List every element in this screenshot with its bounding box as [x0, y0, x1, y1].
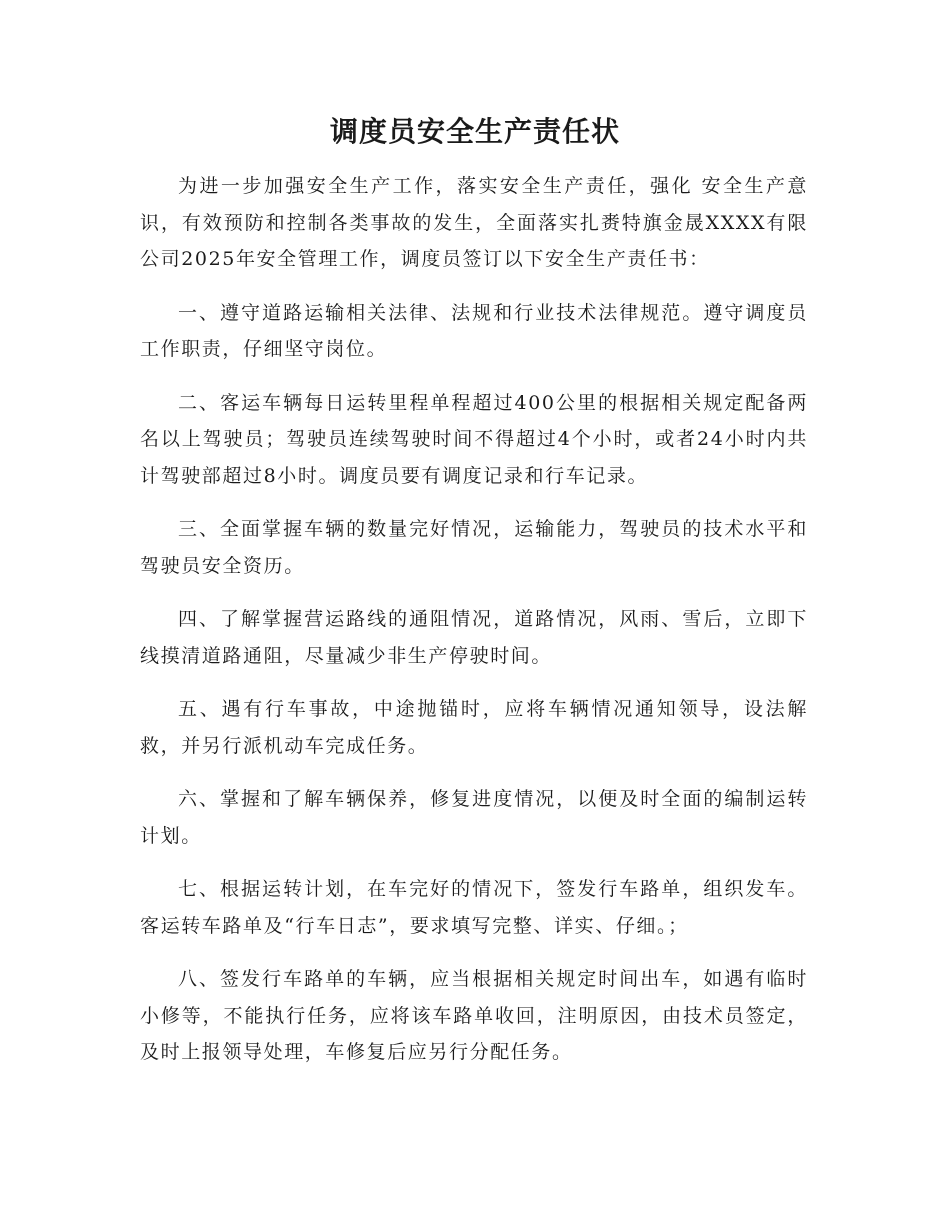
paragraph-item-1: 一、遵守道路运输相关法律、法规和行业技术法律规范。遵守调度员工作职责，仔细坚守岗位。 [140, 301, 808, 360]
paragraph-item-4: 四、了解掌握营运路线的通阻情况，道路情况，风雨、雪后，立即下线摸清道路通阻，尽量减少非生产停驶时间。 [140, 608, 808, 667]
document-title: 调度员安全生产责任状 [329, 115, 620, 148]
paragraph-item-7: 七、根据运转计划，在车完好的情况下，签发行车路单，组织发车。客运转车路单及“行车日志”，要求填写完整、详实、仔细。； [140, 878, 808, 937]
paragraph-item-3: 三、全面掌握车辆的数量完好情况，运输能力，驾驶员的技术水平和驾驶员安全资历。 [140, 518, 808, 577]
paragraph-item-8: 八、签发行车路单的车辆，应当根据相关规定时间出车，如遇有临时小修等，不能执行任务，应将该车路单收回，注明原因，由技术员签定，及时上报领导处理，车修复后应另行分配任务。 [140, 968, 808, 1063]
paragraph-item-6: 六、掌握和了解车辆保养，修复进度情况，以便及时全面的编制运转计划。 [140, 788, 808, 847]
paragraph-item-2: 二、客运车辆每日运转里程单程超过400公里的根据相关规定配备两名以上驾驶员；驾驶员连续驾驶时间不得超过4个小时，或者24小时内共计驾驶部超过8小时。调度员要有调度记录和行车记录。 [140, 391, 808, 487]
paragraph-item-5: 五、遇有行车事故，中途抛锚时，应将车辆情况通知领导，设法解救，并另行派机动车完成任务。 [140, 698, 808, 757]
paragraph-intro: 为进一步加强安全生产工作，落实安全生产责任，强化 安全生产意识，有效预防和控制各类事故的发生，全面落实扎赉特旗金晟XXXX有限公司2025年安全管理工作，调度员签订以下安全生产责任书： [140, 175, 808, 270]
document-body [140, 168, 808, 1071]
